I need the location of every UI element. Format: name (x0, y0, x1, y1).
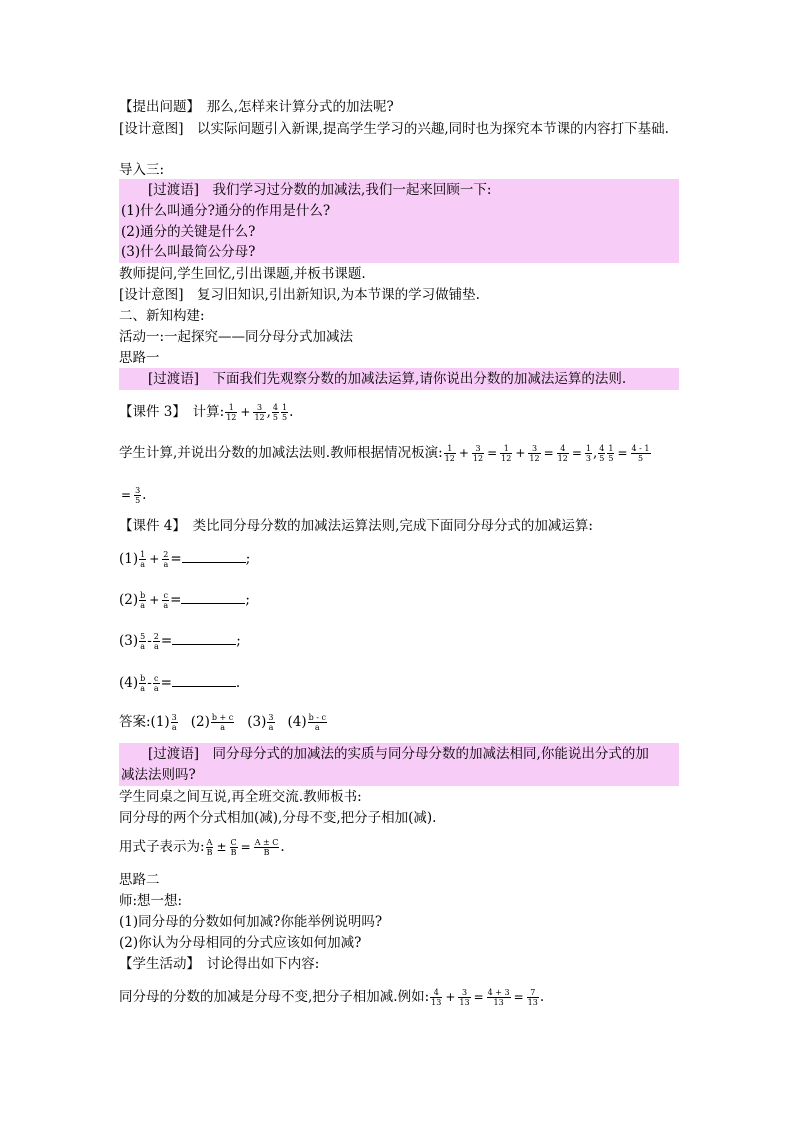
fraction: $\frac{1}{a}$ (140, 550, 146, 569)
fraction: $\frac{2}{a}$ (163, 550, 169, 569)
fraction: $\frac{b}{a}$ (140, 591, 146, 610)
activity-heading: 活动一:一起探究——同分母分式加减法 (119, 329, 354, 345)
fraction: $\frac{A \pm C}{B}$ (254, 838, 279, 857)
courseware-4: 【课件 4】 类比同分母分数的加减法运算法则,完成下面同分母分式的加减运算: (119, 518, 593, 534)
fraction: $\frac{4}{5}$ (599, 444, 605, 463)
teacher-prompt: 师:想一想: (119, 893, 183, 909)
fraction: $\frac{2}{a}$ (153, 632, 159, 651)
transition-box-1 (119, 179, 679, 263)
answer-blank[interactable] (172, 632, 236, 645)
answer-blank[interactable] (181, 591, 245, 604)
fraction: $\frac{1}{12}$ (444, 444, 455, 463)
fraction: $\frac{4 + 3}{13}$ (487, 988, 510, 1007)
transition-text-1: [过渡语] 我们学习过分数的加减法,我们一起来回顾一下: (121, 182, 492, 198)
think-question-1: (1)同分母的分数如何加减?你能举例说明吗? (119, 914, 383, 930)
fraction: $\frac{4}{5}$ (272, 403, 279, 422)
fraction: $\frac{1}{5}$ (282, 403, 288, 422)
fraction: $\frac{3}{a}$ (268, 713, 274, 732)
think-question-2: (2)你认为分母相同的分式应该如何加减? (119, 935, 362, 951)
answer-blank[interactable] (172, 674, 236, 687)
transition-box-2 (119, 368, 679, 390)
transition-box-3 (119, 743, 679, 786)
fraction: $\frac{1}{5}$ (608, 444, 614, 463)
transition-text-3b: 减法法则吗? (121, 767, 196, 783)
fraction: $\frac{4}{13}$ (431, 988, 442, 1007)
question-line: 【提出问题】 那么,怎样来计算分式的加法呢? (119, 99, 394, 115)
fraction: $\frac{c}{a}$ (153, 674, 159, 693)
fraction: $\frac{b + c}{a}$ (211, 713, 234, 732)
transition-text-3a: [过渡语] 同分母分式的加减法的实质与同分母分数的加减法相同,你能说出分式的加 (121, 746, 649, 762)
review-question-1: (1)什么叫通分?通分的作用是什么? (121, 203, 331, 219)
fraction: $\frac{A}{B}$ (206, 838, 213, 857)
review-question-2: (2)通分的关键是什么? (121, 224, 256, 240)
section-heading: 二、新知构建: (119, 308, 205, 324)
fraction: $\frac{7}{13}$ (527, 988, 538, 1007)
fraction: $\frac{1}{12}$ (226, 403, 237, 422)
approach-two-heading: 思路二 (119, 872, 160, 888)
answer-blank[interactable] (182, 550, 246, 563)
design-intent-1: [设计意图] 以实际问题引入新课,提高学生学习的兴趣,同时也为探究本节课的内容打下基础. (119, 121, 669, 137)
design-intent-2: [设计意图] 复习旧知识,引出新知识,为本节课的学习做铺垫. (119, 287, 480, 303)
approach-one-heading: 思路一 (119, 350, 160, 366)
answers-line: 答案:(1) $\frac{3}{a}$ (2) $\frac{b + c}{a}$ (3) $\frac{3}{a}$ (4) $\frac{b - c}{a}$ (119, 713, 327, 732)
fraction: $\frac{b}{a}$ (140, 674, 146, 693)
fraction: $\frac{4 - 1}{5}$ (631, 444, 650, 463)
example-line: 同分母的分数的加减是分母不变,把分子相加减.例如: $\frac{4}{13}$ + $\frac{3}{13}$ = $\frac{4 + 3}{13}$ = $\frac{7}{13}$ . (119, 988, 545, 1007)
intro-three-heading: 导入三: (119, 162, 165, 178)
fraction: $\frac{C}{B}$ (230, 838, 237, 857)
fraction: $\frac{3}{12}$ (472, 444, 484, 463)
rule-statement: 同分母的两个分式相加(减),分母不变,把分子相加(减). (119, 810, 437, 826)
transition-text-2: [过渡语] 下面我们先观察分数的加减法运算,请你说出分数的加减法运算的法则. (121, 371, 627, 387)
board-work-line: 学生计算,并说出分数的加减法法则.教师根据情况板演: $\frac{1}{12}$ + $\frac{3}{12}$ = $\frac{1}{12}$ + $\frac{3}{12}$ = $\frac{4}{12}$ = $\frac{1}{3}$ , $\frac{4}{5}$ $\frac{1}{5}$ = $\frac{4 - 1}{5}$ (119, 444, 650, 463)
fraction: $\frac{b - c}{a}$ (308, 713, 327, 732)
fraction: $\frac{3}{12}$ (529, 444, 540, 463)
courseware-3: 【课件 3】 计算: $\frac{1}{12}$ + $\frac{3}{12}$ , $\frac{4}{5}$ $\frac{1}{5}$ . (119, 403, 294, 422)
board-work-text: 学生计算,并说出分数的加减法法则.教师根据情况板演: (119, 445, 443, 461)
fraction: $\frac{1}{3}$ (585, 444, 591, 463)
fraction: $\frac{4}{12}$ (557, 444, 568, 463)
fraction: $\frac{5}{a}$ (140, 632, 146, 651)
exercise-3: (3) $\frac{5}{a}$ - $\frac{2}{a}$ = ; (119, 632, 241, 651)
fraction: $\frac{3}{13}$ (459, 988, 470, 1007)
fraction: $\frac{c}{a}$ (163, 591, 169, 610)
fraction: $\frac{3}{12}$ (254, 403, 265, 422)
exercise-2: (2) $\frac{b}{a}$ + $\frac{c}{a}$ = ; (119, 591, 250, 610)
review-question-3: (3)什么叫最简公分母? (121, 244, 256, 260)
courseware-3-label: 【课件 3】 计算: (119, 404, 225, 420)
exercise-1: (1) $\frac{1}{a}$ + $\frac{2}{a}$ = ; (119, 550, 251, 569)
teacher-action-1: 教师提问,学生回忆,引出课题,并板书课题. (119, 266, 366, 282)
fraction: $\frac{3}{a}$ (171, 713, 177, 732)
student-exchange: 学生同桌之间互说,再全班交流.教师板书: (119, 789, 362, 805)
fraction: $\frac{3}{5}$ (135, 486, 141, 505)
board-work-result: = $\frac{3}{5}$ . (121, 486, 147, 505)
rule-formula: 用式子表示为: $\frac{A}{B}$ ± $\frac{C}{B}$ = $\frac{A \pm C}{B}$ . (119, 838, 285, 857)
student-activity: 【学生活动】 讨论得出如下内容: (119, 956, 320, 972)
fraction: $\frac{1}{12}$ (501, 444, 512, 463)
exercise-4: (4) $\frac{b}{a}$ - $\frac{c}{a}$ = . (119, 674, 241, 693)
